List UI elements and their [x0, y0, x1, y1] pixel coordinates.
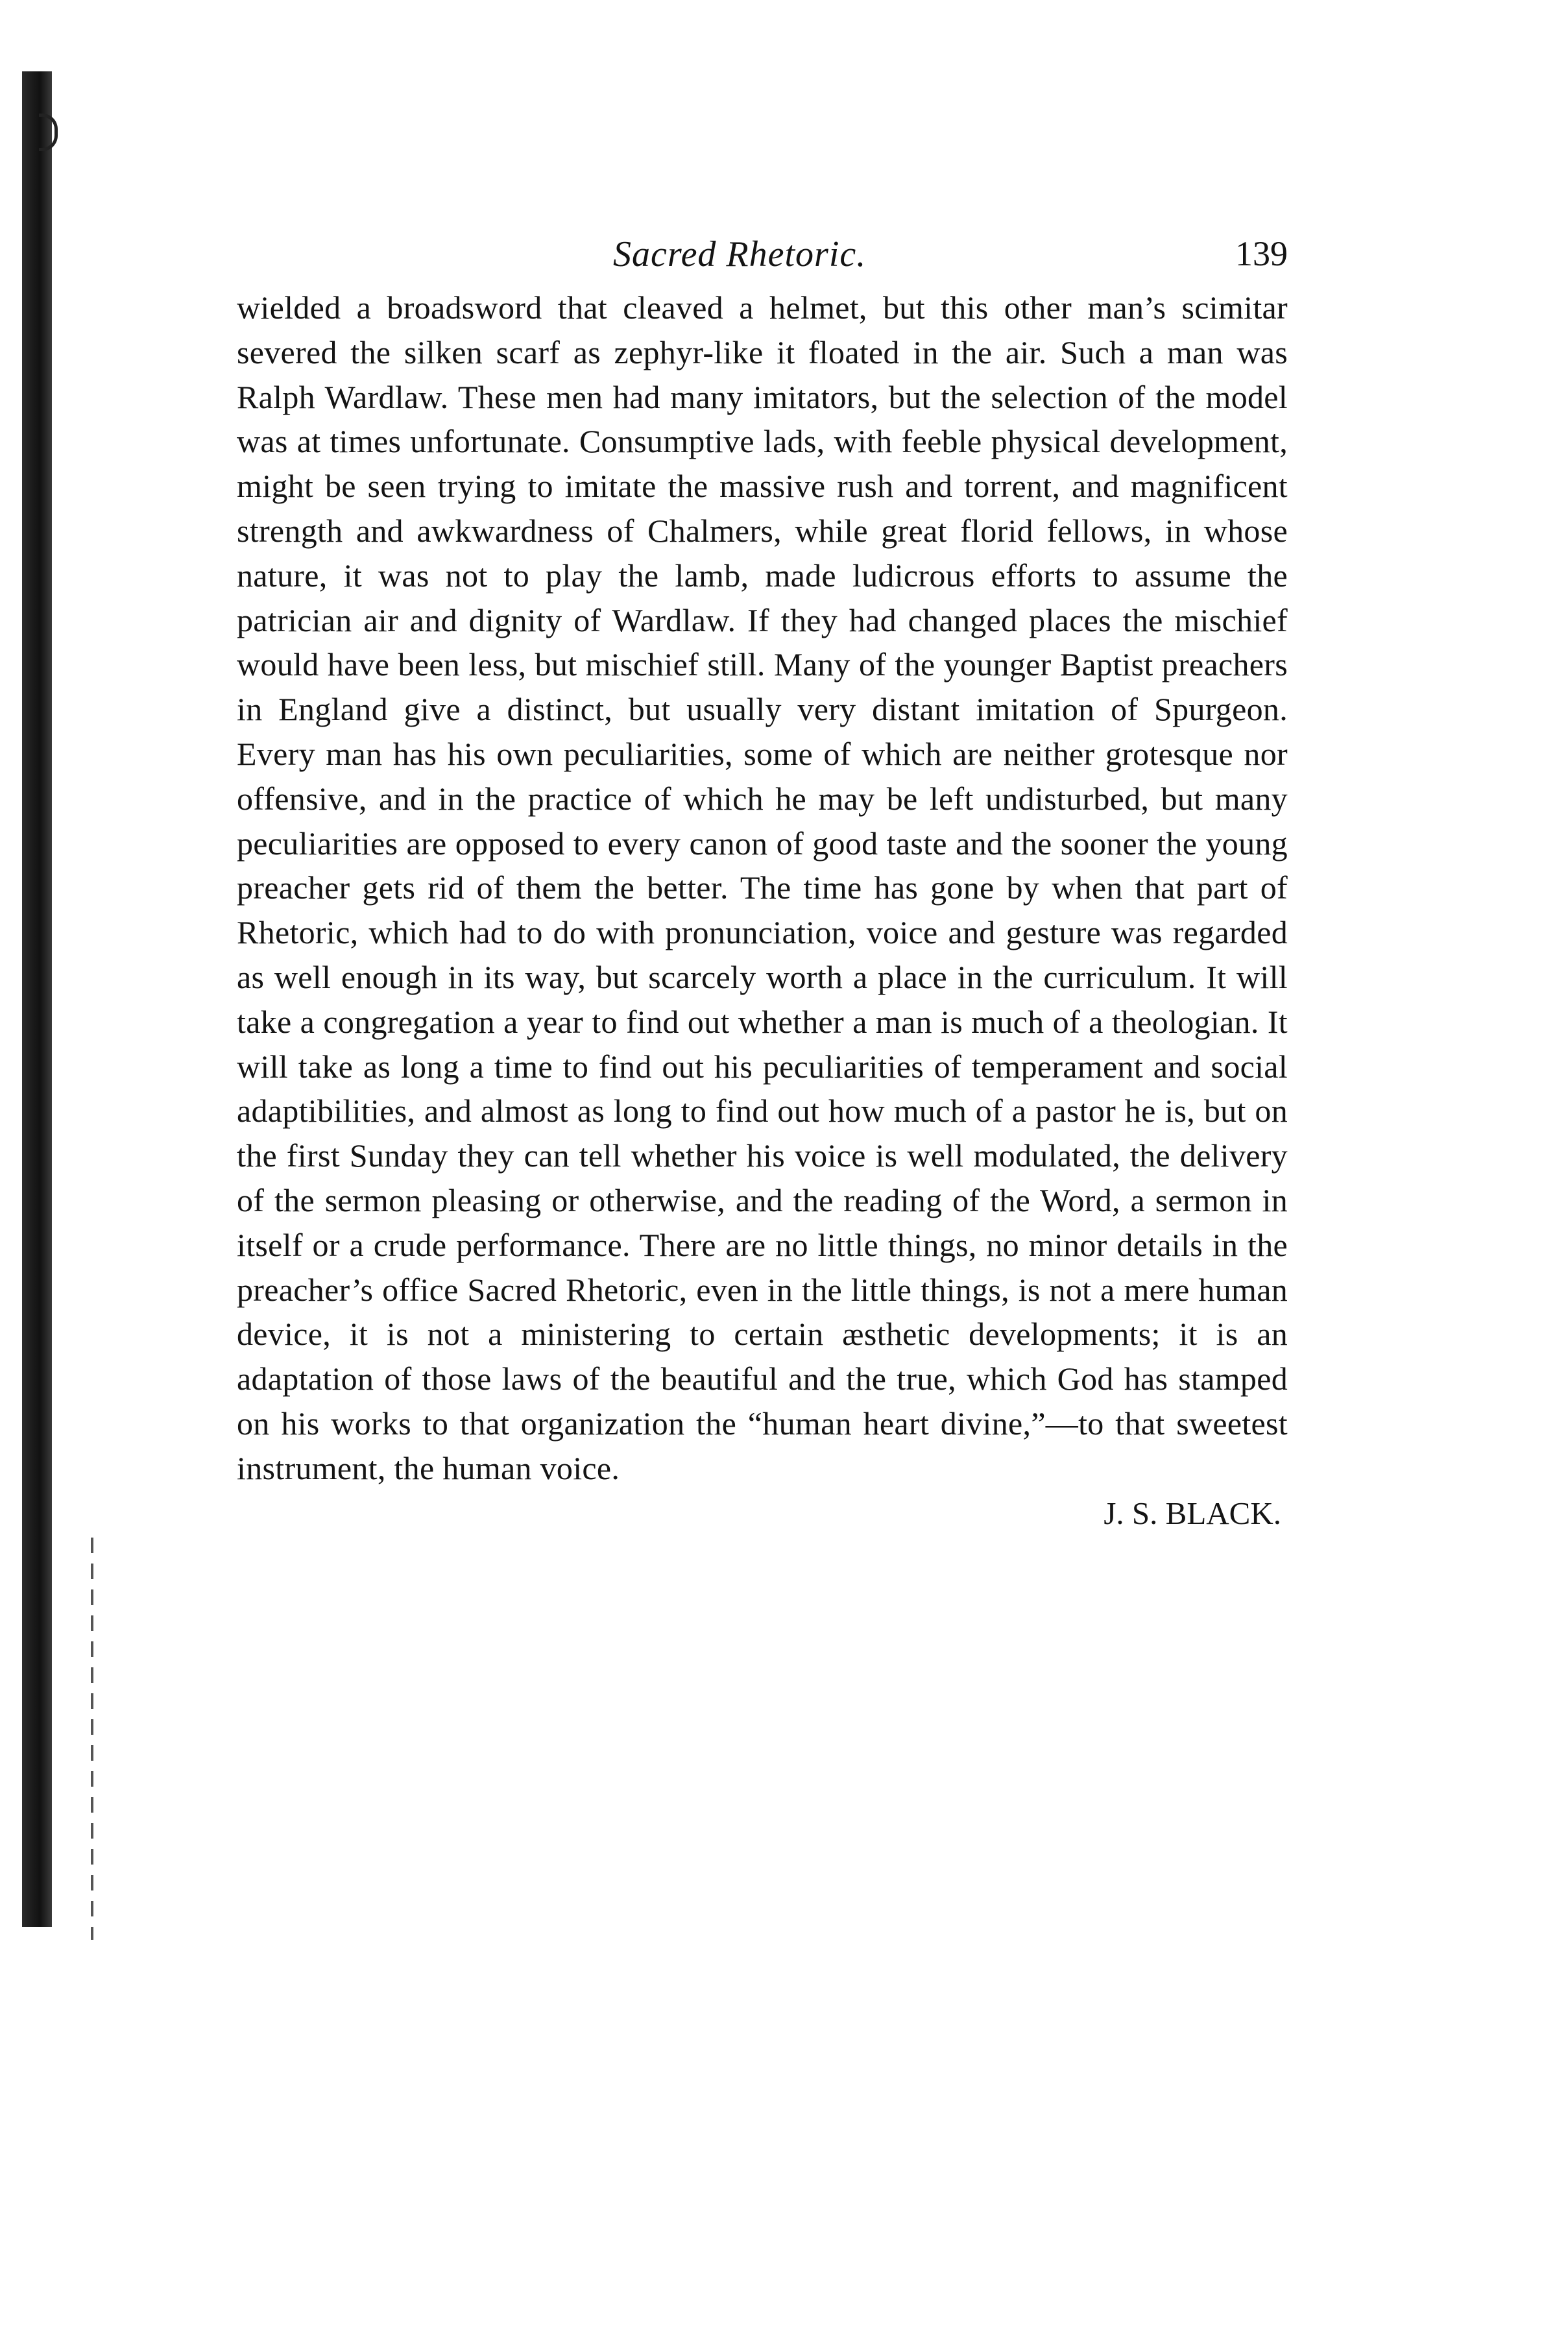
- scan-binding-shadow: [91, 1538, 93, 1940]
- body-paragraph: wielded a broadsword that cleaved a helmet, but this other man’s scimitar severed the silken scarf as zephyr-like it floated in the air. Such a man was Ralph Wardlaw. These men had many imitators, but the selection of the model was at times unfortunate. Consumptive lads, with feeble physical development, might be seen trying to imitate the massive rush and torrent, and magnificent strength and awkwardness of Chalmers, while great florid fellows, in whose nature, it was not to play the lamb, made ludicrous efforts to assume the patrician air and dignity of Wardlaw. If they had changed places the mischief would have been less, but mischief still. Many of the younger Baptist preachers in England give a distinct, but usually very distant imitation of Spurgeon. Every man has his own peculiarities, some of which are neither grotesque nor offensive, and in the practice of which he may be left undisturbed, but many peculiarities are opposed to every canon of good taste and the sooner the young preacher gets rid of them the better. The time has gone by when that part of Rhetoric, which had to do with pronunciation, voice and gesture was regarded as well enough in its way, but scarcely worth a place in the curriculum. It will take a congregation a year to find out whether a man is much of a theologian. It will take as long a time to find out his peculiarities of temperament and social adaptibilities, and almost as long to find out how much of a pastor he is, but on the first Sunday they can tell whether his voice is well modulated, the delivery of the sermon pleasing or otherwise, and the reading of the Word, a sermon in itself or a crude performance. There are no little things, no minor details in the preacher’s office Sacred Rhetoric, even in the little things, is not a mere human device, it is not a ministering to certain æsthetic developments; it is an adaptation of those laws of the beautiful and the true, which God has stamped on his works to that organization the “human heart divine,”—to that sweetest instrument, the human voice.: [237, 289, 1288, 1486]
- running-head: [237, 234, 1288, 285]
- scan-binding-edge: [22, 71, 52, 1927]
- book-page: [237, 234, 1288, 1532]
- running-title: Sacred Rhetoric.: [613, 234, 867, 274]
- scan-binding-mark: [39, 114, 58, 151]
- author-signature: J. S. BLACK.: [1104, 1495, 1281, 1531]
- page-number: 139: [1235, 234, 1288, 273]
